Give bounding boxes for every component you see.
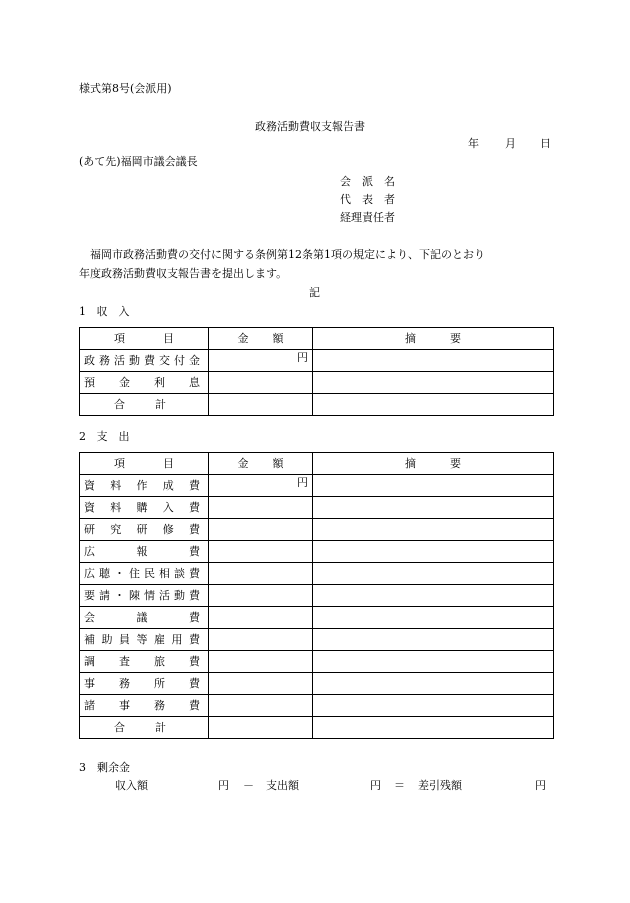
- expense-total-remarks-cell[interactable]: [313, 717, 554, 739]
- table-row: [80, 651, 554, 673]
- label-char: 相: [159, 566, 170, 580]
- income-item-label: [84, 354, 200, 368]
- label-char: 成: [162, 478, 174, 492]
- label-char: 調: [84, 654, 95, 668]
- expense-amount-cell[interactable]: [209, 607, 313, 629]
- expense-item-label: [84, 501, 200, 515]
- table-row: [80, 519, 554, 541]
- expense-col-remarks: 摘 要: [405, 456, 461, 470]
- label-char: 情: [144, 588, 155, 602]
- expense-amount-cell[interactable]: [209, 651, 313, 673]
- label-char: 資: [84, 500, 95, 514]
- label-char: 息: [189, 375, 200, 389]
- label-char: 費: [144, 353, 155, 367]
- label-char: 計: [155, 720, 166, 734]
- label-char: 務: [99, 353, 110, 367]
- form-number-label: 様式第8号(会派用): [79, 82, 172, 95]
- balance-label: 差引残額: [418, 779, 462, 792]
- label-char: 住: [129, 566, 140, 580]
- expense-item-label: [84, 677, 200, 691]
- label-char: 費: [189, 632, 200, 646]
- income-table: [79, 327, 554, 416]
- label-char: 修: [162, 522, 174, 536]
- faction-name-label: 会 派 名: [340, 175, 395, 188]
- label-char: 査: [119, 654, 130, 668]
- label-char: 費: [189, 588, 200, 602]
- minus-sign: －: [243, 779, 254, 792]
- income-remarks-cell[interactable]: [313, 350, 554, 372]
- label-char: 研: [84, 522, 95, 536]
- yen-unit-2: 円: [370, 779, 381, 792]
- expense-item-label: [84, 699, 200, 713]
- income-col-item: 項 目: [114, 331, 174, 345]
- expense-item-label: [84, 633, 200, 647]
- label-char: 研: [136, 522, 148, 536]
- expense-remarks-cell[interactable]: [313, 475, 554, 497]
- expense-item-label: [84, 545, 200, 559]
- expense-header-row: [80, 453, 554, 475]
- label-char: 計: [155, 397, 166, 411]
- expense-col-item: 項 目: [114, 456, 174, 470]
- label-char: 作: [136, 478, 148, 492]
- expense-amount-cell[interactable]: [209, 629, 313, 651]
- income-total-label: [114, 398, 166, 412]
- expense-item-label: [84, 655, 200, 669]
- label-char: 料: [110, 500, 122, 514]
- expense-amount-label: 支出額: [266, 779, 299, 792]
- accountant-label: 経理責任者: [340, 211, 395, 224]
- income-total-remarks-cell[interactable]: [313, 394, 554, 416]
- label-char: 合: [114, 720, 125, 734]
- addressee: (あて先)福岡市議会議長: [79, 155, 198, 168]
- income-amount-cell[interactable]: [209, 350, 313, 372]
- expense-amount-cell[interactable]: [209, 541, 313, 563]
- expense-item-label: [84, 567, 200, 581]
- label-char: 要: [84, 588, 95, 602]
- yen-unit-1: 円: [218, 779, 229, 792]
- expense-remarks-cell[interactable]: [313, 585, 554, 607]
- expense-remarks-cell[interactable]: [313, 673, 554, 695]
- label-char: 費: [189, 566, 200, 580]
- expense-remarks-cell[interactable]: [313, 629, 554, 651]
- label-char: 料: [110, 478, 122, 492]
- document-title: 政務活動費収支報告書: [255, 120, 365, 133]
- section3-heading: 3 剰余金: [79, 761, 130, 774]
- income-amount-label: 収入額: [115, 779, 148, 792]
- income-col-amount: 金 額: [237, 331, 284, 345]
- label-char: 聴: [99, 566, 110, 580]
- label-char: 費: [189, 544, 200, 558]
- label-char: 費: [189, 610, 200, 624]
- table-row: [80, 563, 554, 585]
- label-char: 談: [174, 566, 185, 580]
- label-char: 請: [99, 588, 110, 602]
- date-year: 年: [468, 137, 479, 150]
- section1-heading-number: 1: [79, 305, 86, 318]
- expense-amount-cell[interactable]: [209, 695, 313, 717]
- label-char: 入: [162, 500, 174, 514]
- label-char: 動: [174, 588, 185, 602]
- income-col-remarks: 摘 要: [405, 331, 461, 345]
- label-char: 補: [84, 632, 95, 646]
- label-char: 事: [119, 698, 130, 712]
- table-row: [80, 475, 554, 497]
- income-amount-cell[interactable]: [209, 372, 313, 394]
- label-char: 政: [84, 353, 95, 367]
- expense-amount-cell[interactable]: [209, 519, 313, 541]
- expense-item-label: [84, 479, 200, 493]
- expense-item-label: [84, 589, 200, 603]
- expense-remarks-cell[interactable]: [313, 519, 554, 541]
- income-remarks-cell[interactable]: [313, 372, 554, 394]
- label-char: 旅: [154, 654, 165, 668]
- label-char: 諸: [84, 698, 95, 712]
- label-char: 議: [136, 610, 148, 624]
- label-char: 利: [154, 375, 165, 389]
- label-char: ・: [114, 566, 125, 580]
- body-text-line-2: 年度政務活動費収支報告書を提出します。: [79, 267, 288, 280]
- label-char: 金: [119, 375, 130, 389]
- label-char: ・: [114, 588, 125, 602]
- expense-amount-cell[interactable]: [209, 563, 313, 585]
- label-char: 務: [119, 676, 130, 690]
- section1-heading: [79, 305, 130, 319]
- expense-amount-cell[interactable]: [209, 673, 313, 695]
- label-char: 事: [84, 676, 95, 690]
- table-row: [80, 372, 554, 394]
- yen-unit: 円: [297, 351, 308, 364]
- expense-remarks-cell[interactable]: [313, 651, 554, 673]
- label-char: 民: [144, 566, 155, 580]
- label-char: 金: [189, 353, 200, 367]
- label-char: 費: [189, 522, 200, 536]
- section2-heading-text: 支 出: [96, 430, 130, 443]
- label-char: 究: [110, 522, 122, 536]
- label-char: 費: [189, 676, 200, 690]
- income-header-row: [80, 328, 554, 350]
- expense-total-amount-cell[interactable]: [209, 717, 313, 739]
- section1-heading-text: 収 入: [96, 305, 130, 318]
- label-char: 活: [114, 353, 125, 367]
- expense-item-label: [84, 611, 200, 625]
- expense-amount-cell[interactable]: [209, 585, 313, 607]
- section2-heading-number: 2: [79, 430, 86, 443]
- label-char: 所: [154, 676, 165, 690]
- label-char: 広: [84, 566, 95, 580]
- label-char: 購: [136, 500, 148, 514]
- expense-remarks-cell[interactable]: [313, 607, 554, 629]
- representative-label: 代 表 者: [340, 193, 395, 206]
- body-text-line-1: 福岡市政務活動費の交付に関する条例第12条第1項の規定により、下記のとおり: [90, 248, 485, 261]
- expense-table: [79, 452, 554, 739]
- table-row: [80, 350, 554, 372]
- income-total-row: [80, 394, 554, 416]
- label-char: 陳: [129, 588, 140, 602]
- table-row: [80, 607, 554, 629]
- expense-amount-cell[interactable]: [209, 475, 313, 497]
- label-char: 広: [84, 544, 95, 558]
- label-char: 費: [189, 698, 200, 712]
- label-char: 合: [114, 397, 125, 411]
- yen-unit-3: 円: [535, 779, 546, 792]
- expense-remarks-cell[interactable]: [313, 695, 554, 717]
- expense-remarks-cell[interactable]: [313, 541, 554, 563]
- expense-total-label: [114, 721, 166, 735]
- label-char: 雇: [154, 632, 165, 646]
- expense-remarks-cell[interactable]: [313, 563, 554, 585]
- label-char: 活: [159, 588, 170, 602]
- label-char: 預: [84, 375, 95, 389]
- date-day: 日: [540, 137, 551, 150]
- label-char: 等: [136, 632, 148, 646]
- label-char: 費: [189, 500, 200, 514]
- table-row: [80, 585, 554, 607]
- label-char: 付: [174, 353, 185, 367]
- table-row: [80, 629, 554, 651]
- expense-total-row: [80, 717, 554, 739]
- expense-item-label: [84, 523, 200, 537]
- label-char: 会: [84, 610, 95, 624]
- equals-sign: ＝: [394, 779, 405, 792]
- label-char: 務: [154, 698, 165, 712]
- table-row: [80, 497, 554, 519]
- section2-heading: [79, 430, 130, 444]
- label-char: 費: [189, 478, 200, 492]
- label-char: 動: [129, 353, 140, 367]
- yen-unit: 円: [297, 476, 308, 489]
- label-char: 員: [119, 632, 130, 646]
- expense-remarks-cell[interactable]: [313, 497, 554, 519]
- label-char: 費: [189, 654, 200, 668]
- table-row: [80, 541, 554, 563]
- label-char: 交: [159, 353, 170, 367]
- ki-mark: 記: [309, 286, 320, 299]
- income-total-amount-cell[interactable]: [209, 394, 313, 416]
- label-char: 用: [171, 632, 183, 646]
- table-row: [80, 673, 554, 695]
- table-row: [80, 695, 554, 717]
- label-char: 助: [101, 632, 113, 646]
- date-month: 月: [505, 137, 516, 150]
- label-char: 報: [136, 544, 148, 558]
- expense-col-amount: 金 額: [237, 456, 284, 470]
- expense-amount-cell[interactable]: [209, 497, 313, 519]
- label-char: 資: [84, 478, 95, 492]
- income-item-label: [84, 376, 200, 390]
